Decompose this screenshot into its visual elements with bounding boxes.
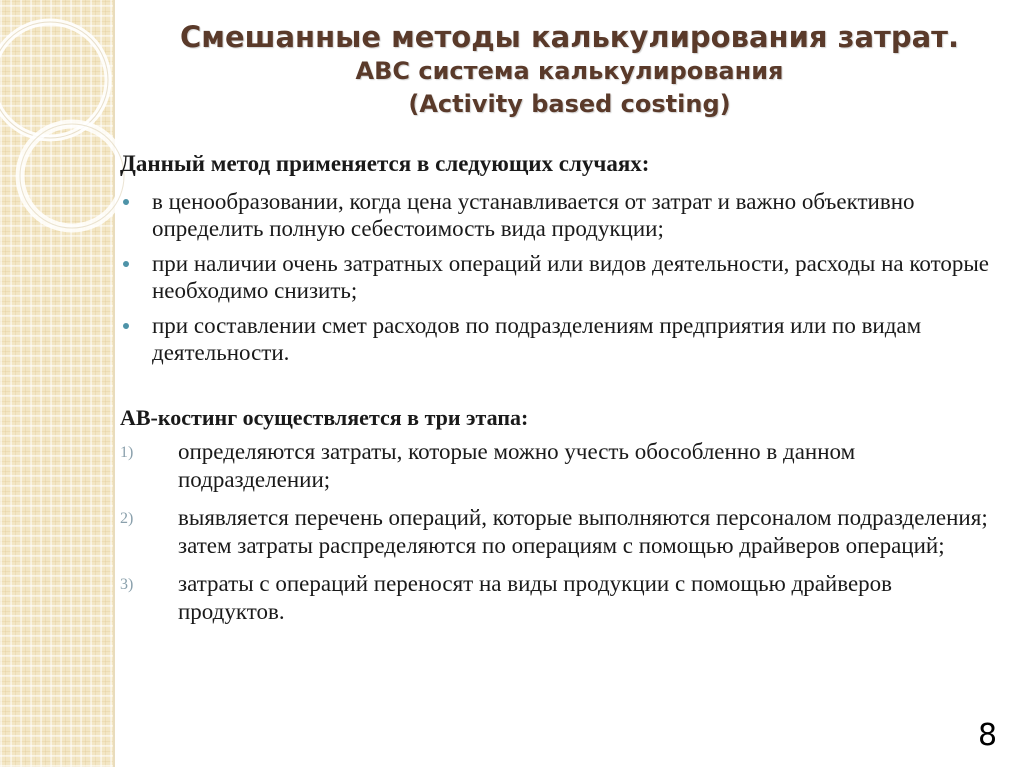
slide-title — [115, 20, 1024, 118]
bullet-dot-icon — [123, 323, 129, 329]
bullet-text: при наличии очень затратных операций или видов деятельности, расходы на которые необходимо снизить; — [152, 251, 989, 303]
slide-content — [120, 150, 1000, 636]
title-line-3: (Activity based costing) — [408, 89, 731, 118]
stage-number: 3) — [120, 576, 134, 593]
stage-number: 1) — [120, 444, 134, 461]
bullet-text: в ценообразовании, когда цена устанавливается от затрат и важно объективно определить полную себестоимость вида продукции; — [152, 189, 915, 241]
bullet-item — [120, 250, 1000, 304]
section-heading: Данный метод применяется в следующих случаях: — [120, 151, 650, 176]
bullet-list — [120, 188, 1000, 366]
bullet-dot-icon — [123, 261, 129, 267]
stage-item — [120, 504, 1000, 560]
stage-item — [120, 570, 1000, 626]
decorative-rings — [0, 0, 130, 260]
stage-text: определяются затраты, которые можно учесть обособленно в данном подразделении; — [178, 439, 856, 492]
bullet-dot-icon — [123, 199, 129, 205]
bullet-item — [120, 312, 1000, 366]
title-line-2: ABC система калькулирования — [355, 56, 784, 85]
stages-list — [120, 438, 1000, 626]
title-line-1: Смешанные методы калькулирования затрат. — [180, 20, 959, 54]
page-number: 8 — [978, 718, 998, 753]
stage-text: затраты с операций переносят на виды продукции с помощью драйверов продуктов. — [178, 571, 893, 624]
stage-number: 2) — [120, 510, 134, 527]
stage-item — [120, 438, 1000, 494]
stage-text: выявляется перечень операций, которые выполняются персоналом подразделения; затем затраты распределяются по операциям с помощью драйверов операций; — [178, 505, 988, 558]
stages-heading: АВ-костинг осуществляется в три этапа: — [120, 405, 529, 430]
bullet-item — [120, 188, 1000, 242]
bullet-text: при составлении смет расходов по подразделениям предприятия или по видам деятельности. — [152, 313, 922, 365]
